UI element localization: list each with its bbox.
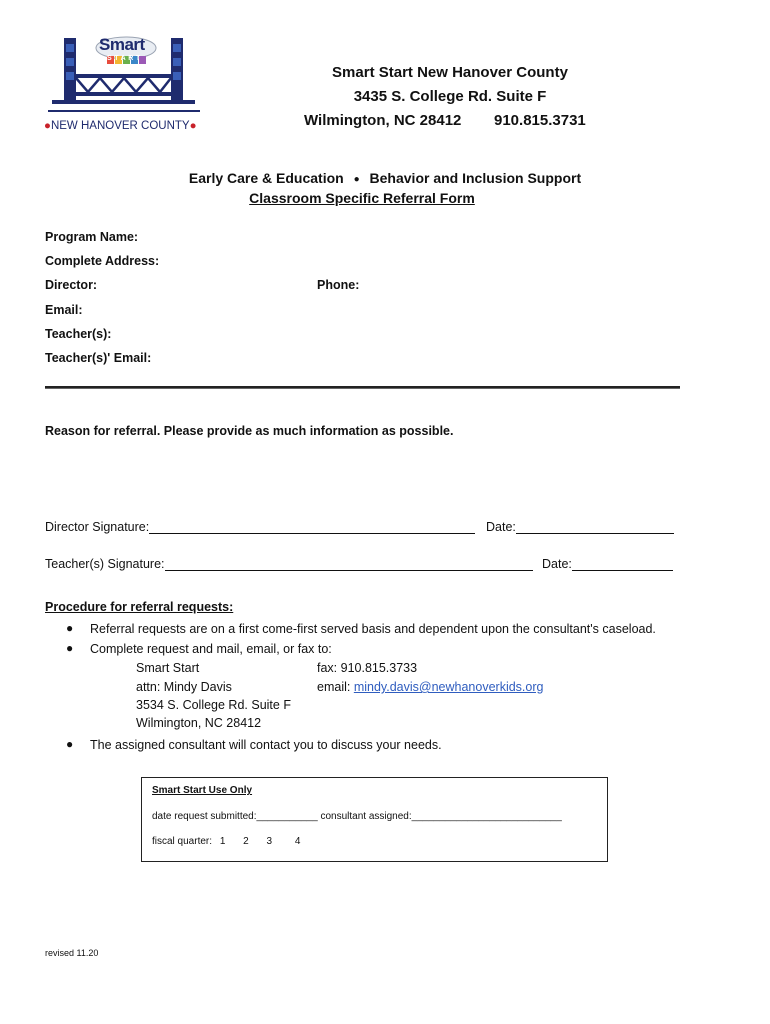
bullet-icon: ● [66,737,74,751]
procedure-heading: Procedure for referral requests: [45,600,234,614]
teachers-label: Teacher(s): [45,327,112,341]
quarter-option-2[interactable]: 2 [243,836,249,847]
section-divider [45,386,680,389]
date-label: Date: [486,520,516,534]
director-date-row [486,520,674,534]
quarter-option-4[interactable]: 4 [294,836,301,847]
mail-line-4: Wilmington, NC 28412 [136,716,262,730]
fax-number: fax: 910.815.3733 [317,661,418,675]
fiscal-quarter-row: fiscal quarter: 1 2 3 4 [152,836,301,847]
director-date-line[interactable] [516,521,674,534]
form-title: Classroom Specific Referral Form [249,190,475,206]
teacher-date-row [542,557,673,571]
logo [44,34,209,139]
director-signature-label: Director Signature: [45,520,150,534]
phone-label: Phone: [317,278,360,292]
org-name: Smart Start New Hanover County [332,64,568,81]
procedure-item-3: The assigned consultant will contact you to discuss your needs. [90,738,442,752]
logo-start-text: START [107,55,143,62]
red-dot-icon: ● [44,120,51,132]
address-label: Complete Address: [45,254,160,268]
office-use-heading: Smart Start Use Only [152,785,253,796]
teacher-signature-line[interactable] [165,558,533,571]
program-name-label: Program Name: [45,230,139,244]
bullet-icon: ● [66,641,74,655]
red-dot-icon: ● [189,120,197,132]
date-label: Date: [542,557,572,571]
org-phone: 910.815.3731 [494,112,586,129]
logo-smart-text: Smart [99,35,145,54]
email-link[interactable]: mindy.davis@newhanoverkids.org [353,680,544,694]
mail-line-1: Smart Start [136,661,200,675]
email-label: Email: [45,303,83,317]
bullet-icon: ● [353,173,360,185]
bullet-icon: ● [66,621,74,635]
director-label: Director: [45,278,98,292]
date-submitted-field: date request submitted:___________ consultant assigned:___________________________ [152,811,562,822]
revised-note: revised 11.20 [45,948,99,958]
reason-label: Reason for referral. Please provide as much information as possible. [45,424,454,438]
mail-line-3: 3534 S. College Rd. Suite F [136,698,291,712]
teacher-signature-label: Teacher(s) Signature: [45,557,165,571]
procedure-item-1: Referral requests are on a first come-first served basis and dependent upon the consultant's caseload. [90,622,656,636]
teachers-email-label: Teacher(s)' Email: [45,351,152,365]
mail-line-2: attn: Mindy Davis [136,680,232,694]
director-signature-line[interactable] [149,521,475,534]
org-address: 3435 S. College Rd. Suite F [353,88,547,105]
director-signature-row [45,520,475,534]
form-subtitle: Early Care & Education ● Behavior and Inclusion Support [188,170,582,186]
teacher-date-line[interactable] [572,558,673,571]
procedure-item-2: Complete request and mail, email, or fax to: [90,642,332,656]
quarter-option-1[interactable]: 1 [219,836,226,847]
office-use-box [141,777,608,862]
org-city: Wilmington, NC 28412 [304,112,462,129]
teacher-signature-row [45,557,533,571]
quarter-option-3[interactable]: 3 [266,836,273,847]
logo-county-text: ●NEW HANOVER COUNTY● [44,120,197,132]
contact-email: email: mindy.davis@newhanoverkids.org [317,680,544,694]
